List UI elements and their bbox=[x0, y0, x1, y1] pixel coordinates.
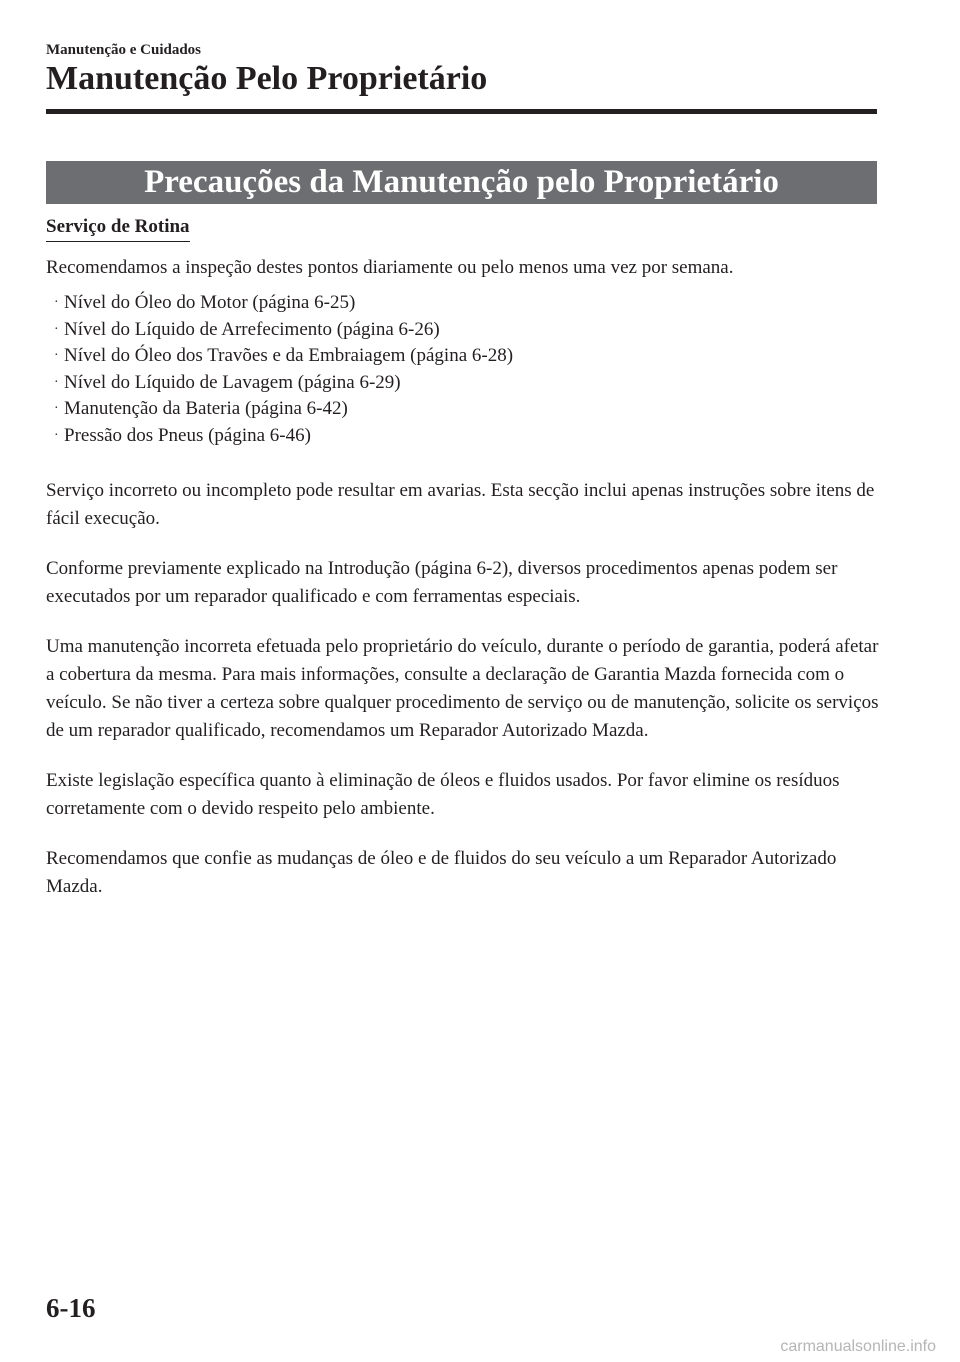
routine-intro: Recomendamos a inspeção destes pontos diariamente ou pelo menos uma vez por semana. bbox=[46, 257, 734, 278]
list-item bbox=[46, 290, 884, 317]
list-item-text: Nível do Óleo do Motor (página 6-25) bbox=[64, 292, 356, 313]
list-item-text: Nível do Líquido de Arrefecimento (página 6-26) bbox=[64, 318, 440, 340]
list-item bbox=[46, 423, 884, 450]
list-item bbox=[46, 370, 884, 397]
routine-checklist bbox=[46, 290, 884, 449]
list-item-text: Manutenção da Bateria (página 6-42) bbox=[64, 398, 348, 419]
page-content bbox=[46, 254, 884, 923]
paragraph-qualified-repairer: Conforme previamente explicado na Introdução (página 6-2), diversos procedimentos apenas podem ser executados por um reparador qualificado e com ferramentas especiais. bbox=[46, 558, 838, 607]
header-rule bbox=[46, 109, 877, 114]
list-item bbox=[46, 317, 884, 344]
list-item bbox=[46, 396, 884, 423]
bullet-icon: · bbox=[54, 348, 59, 363]
list-item-text: Nível do Óleo dos Travões e da Embraiagem (página 6-28) bbox=[64, 345, 514, 366]
bullet-icon: · bbox=[54, 427, 59, 443]
bullet-icon: · bbox=[54, 321, 59, 337]
page-number: 6-16 bbox=[46, 1293, 96, 1323]
bullet-icon: · bbox=[54, 374, 59, 390]
list-item bbox=[46, 343, 884, 370]
chapter-label: Manutenção e Cuidados bbox=[46, 42, 202, 58]
banner-title: Precauções da Manutenção pelo Proprietário bbox=[46, 161, 877, 204]
paragraph-recommendation: Recomendamos que confie as mudanças de óleo e de fluidos do seu veículo a um Reparador Autorizado Mazda. bbox=[46, 848, 837, 897]
routine-service-heading: Serviço de Rotina bbox=[46, 216, 190, 242]
paragraph-incorrect-service: Serviço incorreto ou incompleto pode resultar em avarias. Esta secção inclui apenas instruções sobre itens de fácil execução. bbox=[46, 480, 875, 529]
bullet-icon: · bbox=[54, 401, 59, 416]
paragraph-disposal: Existe legislação específica quanto à eliminação de óleos e fluidos usados. Por favor elimine os resíduos corretamente com o devido respeito pelo ambiente. bbox=[46, 770, 840, 819]
list-item-text: Nível do Líquido de Lavagem (página 6-29) bbox=[64, 371, 401, 393]
watermark: carmanualsonline.info bbox=[780, 1338, 936, 1355]
paragraph-warranty: Uma manutenção incorreta efetuada pelo proprietário do veículo, durante o período de garantia, poderá afetar a cobertura da mesma. Para mais informações, consulte a declaração de Garantia Mazda fornecida com o veículo. Se não tiver a certeza sobre qualquer procedimento de serviço ou de manutenção, solicite os serviços de um reparador qualificado, recomendamos um Reparador Autorizado Mazda. bbox=[46, 636, 879, 741]
bullet-icon: · bbox=[54, 295, 59, 310]
section-title: Manutenção Pelo Proprietário bbox=[46, 60, 488, 97]
list-item-text: Pressão dos Pneus (página 6-46) bbox=[64, 424, 311, 446]
